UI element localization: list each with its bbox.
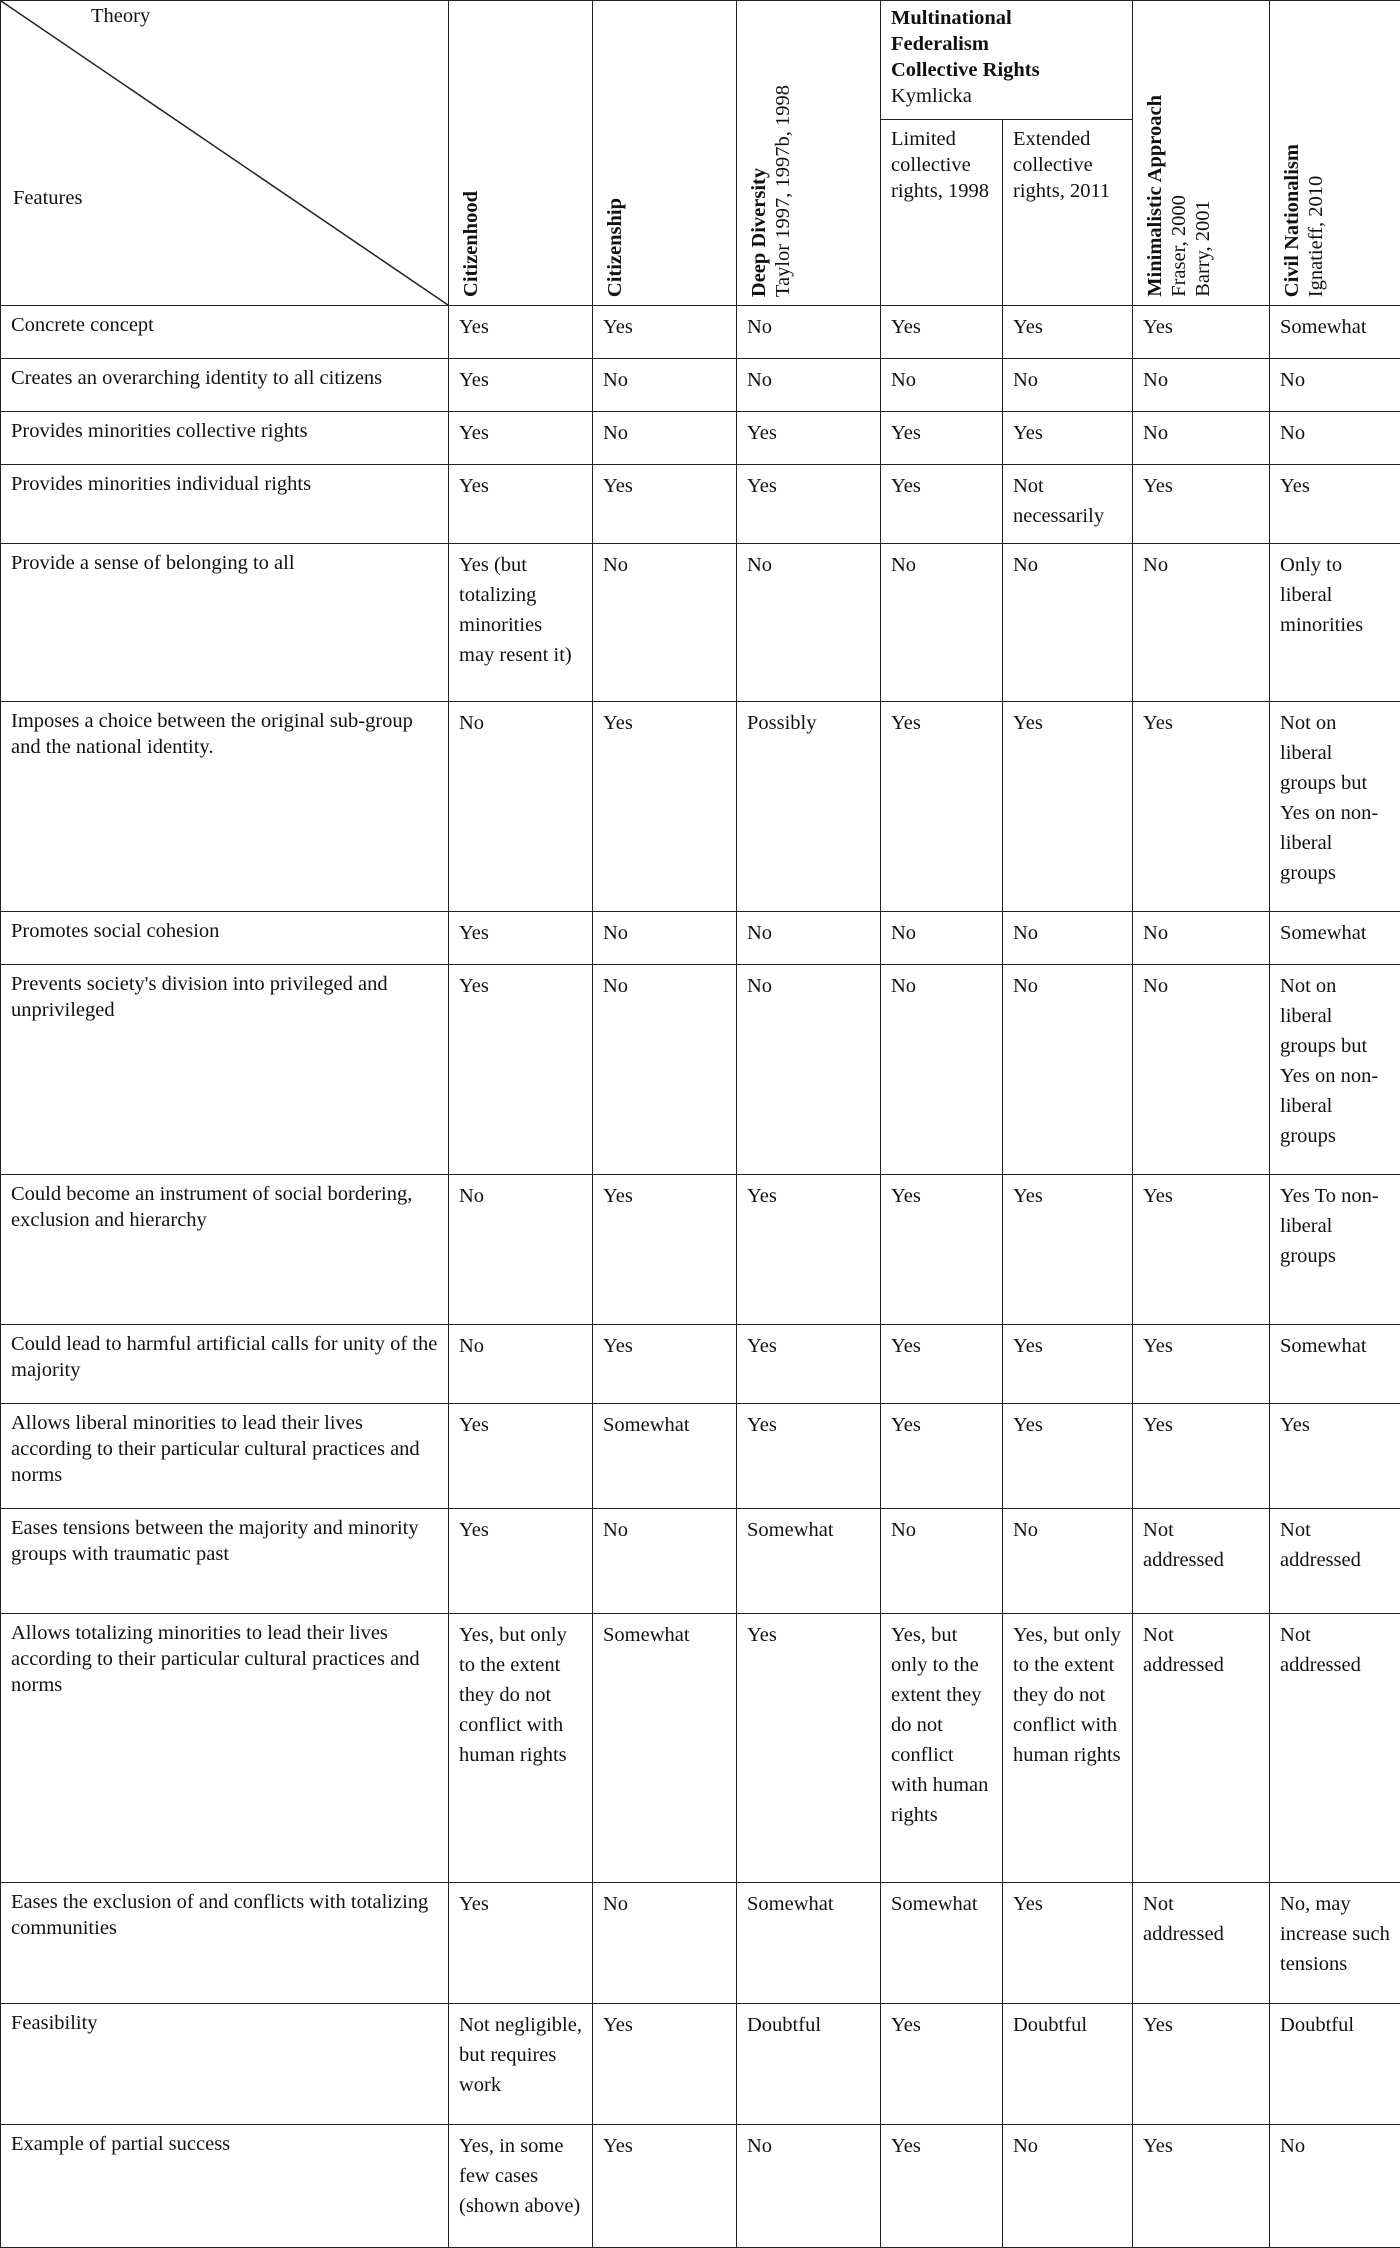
cell-limited-collective-rights: Yes: [881, 465, 1003, 544]
table-row: [1, 1404, 1400, 1509]
cell-deep-diversity: Doubtful: [737, 2004, 881, 2125]
cell-limited-collective-rights: Yes: [881, 1325, 1003, 1404]
table-row: [1, 306, 1400, 359]
cell-citizenship: Yes: [593, 2125, 737, 2248]
cell-minimalistic-approach: Yes: [1133, 1404, 1270, 1509]
cell-limited-collective-rights: No: [881, 359, 1003, 412]
cell-civil-nationalism: Not on liberal groups but Yes on non-liberal groups: [1270, 965, 1400, 1175]
cell-minimalistic-approach: Not addressed: [1133, 1509, 1270, 1614]
cell-civil-nationalism: Somewhat: [1270, 306, 1400, 359]
header-row-1: [1, 1, 1400, 120]
cell-civil-nationalism: Not addressed: [1270, 1614, 1400, 1883]
cell-minimalistic-approach: No: [1133, 412, 1270, 465]
row-feature-label: Prevents society's division into privileged and unprivileged: [1, 965, 449, 1175]
column-header-citizenship: [593, 1, 737, 306]
row-feature-label: Could lead to harmful artificial calls for unity of the majority: [1, 1325, 449, 1404]
cell-citizenship: No: [593, 544, 737, 702]
cell-civil-nationalism: Not on liberal groups but Yes on non-liberal groups: [1270, 702, 1400, 912]
cell-extended-collective-rights: Yes: [1003, 1325, 1133, 1404]
table-row: [1, 1325, 1400, 1404]
multinational-title-line2: Federalism: [891, 31, 1122, 57]
cell-limited-collective-rights: No: [881, 1509, 1003, 1614]
row-feature-label: Concrete concept: [1, 306, 449, 359]
cell-extended-collective-rights: No: [1003, 1509, 1133, 1614]
multinational-title-line1: Multinational: [891, 5, 1122, 31]
cell-minimalistic-approach: Yes: [1133, 306, 1270, 359]
cell-civil-nationalism: Doubtful: [1270, 2004, 1400, 2125]
cell-limited-collective-rights: No: [881, 544, 1003, 702]
table-row: [1, 2125, 1400, 2248]
cell-minimalistic-approach: No: [1133, 359, 1270, 412]
row-feature-label: Provide a sense of belonging to all: [1, 544, 449, 702]
deep-diversity-reference: Taylor 1997, 1997b, 1998: [772, 85, 794, 297]
table-row: [1, 702, 1400, 912]
cell-minimalistic-approach: Yes: [1133, 2004, 1270, 2125]
civil-nationalism-reference: Ignatieff, 2010: [1305, 176, 1327, 297]
cell-civil-nationalism: No, may increase such tensions: [1270, 1883, 1400, 2004]
cell-limited-collective-rights: Somewhat: [881, 1883, 1003, 2004]
cell-civil-nationalism: Yes To non-liberal groups: [1270, 1175, 1400, 1325]
civil-nationalism-title: Civil Nationalism: [1281, 144, 1303, 297]
row-feature-label: Example of partial success: [1, 2125, 449, 2248]
table-row: [1, 359, 1400, 412]
cell-deep-diversity: Yes: [737, 1325, 881, 1404]
cell-citizenship: Yes: [593, 306, 737, 359]
row-feature-label: Creates an overarching identity to all citizens: [1, 359, 449, 412]
cell-citizenship: Somewhat: [593, 1614, 737, 1883]
cell-citizenship: Yes: [593, 465, 737, 544]
multinational-author: Kymlicka: [891, 85, 972, 107]
cell-extended-collective-rights: No: [1003, 359, 1133, 412]
cell-deep-diversity: Yes: [737, 412, 881, 465]
cell-extended-collective-rights: Yes: [1003, 1404, 1133, 1509]
cell-extended-collective-rights: No: [1003, 912, 1133, 965]
cell-extended-collective-rights: No: [1003, 965, 1133, 1175]
cell-citizenship: No: [593, 359, 737, 412]
minimalistic-reference-1: Fraser, 2000: [1168, 195, 1190, 297]
cell-civil-nationalism: No: [1270, 412, 1400, 465]
row-feature-label: Eases tensions between the majority and minority groups with traumatic past: [1, 1509, 449, 1614]
cell-citizenship: Yes: [593, 1325, 737, 1404]
cell-citizenhood: Yes: [449, 306, 593, 359]
row-feature-label: Promotes social cohesion: [1, 912, 449, 965]
column-header-civil-nationalism: [1270, 1, 1400, 306]
row-feature-label: Provides minorities collective rights: [1, 412, 449, 465]
cell-limited-collective-rights: Yes: [881, 1175, 1003, 1325]
table-row: [1, 2004, 1400, 2125]
cell-citizenship: Yes: [593, 1175, 737, 1325]
cell-citizenhood: No: [449, 702, 593, 912]
cell-civil-nationalism: Only to liberal minorities: [1270, 544, 1400, 702]
cell-citizenhood: Yes: [449, 1404, 593, 1509]
cell-citizenhood: No: [449, 1325, 593, 1404]
cell-extended-collective-rights: Yes: [1003, 1175, 1133, 1325]
cell-extended-collective-rights: Not necessarily: [1003, 465, 1133, 544]
column-header-deep-diversity: [737, 1, 881, 306]
diagonal-divider: [1, 1, 448, 305]
cell-deep-diversity: Yes: [737, 465, 881, 544]
cell-citizenhood: Yes: [449, 359, 593, 412]
row-feature-label: Allows totalizing minorities to lead their lives according to their particular cultural practices and norms: [1, 1614, 449, 1883]
cell-minimalistic-approach: Yes: [1133, 465, 1270, 544]
cell-citizenship: Yes: [593, 2004, 737, 2125]
cell-limited-collective-rights: Yes: [881, 2004, 1003, 2125]
cell-extended-collective-rights: Doubtful: [1003, 2004, 1133, 2125]
cell-deep-diversity: No: [737, 544, 881, 702]
cell-minimalistic-approach: Yes: [1133, 702, 1270, 912]
cell-deep-diversity: No: [737, 306, 881, 359]
cell-civil-nationalism: Yes: [1270, 1404, 1400, 1509]
cell-limited-collective-rights: Yes: [881, 702, 1003, 912]
cell-deep-diversity: Somewhat: [737, 1883, 881, 2004]
row-feature-label: Feasibility: [1, 2004, 449, 2125]
theory-label: Theory: [91, 1, 150, 31]
row-feature-label: Could become an instrument of social bordering, exclusion and hierarchy: [1, 1175, 449, 1325]
row-feature-label: Allows liberal minorities to lead their lives according to their particular cultural practices and norms: [1, 1404, 449, 1509]
cell-citizenship: No: [593, 965, 737, 1175]
table-row: [1, 1175, 1400, 1325]
column-header-citizenhood: [449, 1, 593, 306]
cell-citizenship: No: [593, 912, 737, 965]
cell-civil-nationalism: No: [1270, 359, 1400, 412]
table-row: [1, 544, 1400, 702]
cell-citizenhood: No: [449, 1175, 593, 1325]
cell-limited-collective-rights: Yes: [881, 1404, 1003, 1509]
table-row: [1, 1883, 1400, 2004]
table-row: [1, 912, 1400, 965]
cell-deep-diversity: No: [737, 965, 881, 1175]
cell-minimalistic-approach: Not addressed: [1133, 1614, 1270, 1883]
cell-civil-nationalism: Yes: [1270, 465, 1400, 544]
column-header-extended-collective-rights: Extended collective rights, 2011: [1003, 120, 1133, 306]
cell-deep-diversity: No: [737, 2125, 881, 2248]
cell-limited-collective-rights: Yes: [881, 2125, 1003, 2248]
cell-citizenhood: Yes, but only to the extent they do not conflict with human rights: [449, 1614, 593, 1883]
cell-minimalistic-approach: No: [1133, 912, 1270, 965]
cell-limited-collective-rights: Yes: [881, 306, 1003, 359]
row-feature-label: Imposes a choice between the original sub-group and the national identity.: [1, 702, 449, 912]
multinational-title-line3: Collective Rights: [891, 57, 1122, 83]
cell-minimalistic-approach: Yes: [1133, 1325, 1270, 1404]
cell-extended-collective-rights: Yes: [1003, 412, 1133, 465]
cell-extended-collective-rights: Yes, but only to the extent they do not conflict with human rights: [1003, 1614, 1133, 1883]
deep-diversity-title: Deep Diversity: [748, 168, 770, 297]
column-header-limited-collective-rights: Limited collective rights, 1998: [881, 120, 1003, 306]
cell-deep-diversity: Yes: [737, 1614, 881, 1883]
cell-deep-diversity: Yes: [737, 1404, 881, 1509]
table-body: [1, 306, 1400, 2248]
cell-limited-collective-rights: Yes: [881, 412, 1003, 465]
corner-header-cell: [1, 1, 449, 306]
cell-deep-diversity: No: [737, 359, 881, 412]
cell-citizenship: Somewhat: [593, 1404, 737, 1509]
cell-minimalistic-approach: No: [1133, 544, 1270, 702]
cell-citizenhood: Yes, in some few cases (shown above): [449, 2125, 593, 2248]
citizenhood-title: Citizenhood: [460, 191, 482, 297]
table-row: [1, 1614, 1400, 1883]
table-row: [1, 965, 1400, 1175]
cell-limited-collective-rights: Yes, but only to the extent they do not conflict with human rights: [881, 1614, 1003, 1883]
cell-deep-diversity: Somewhat: [737, 1509, 881, 1614]
cell-citizenhood: Yes: [449, 1509, 593, 1614]
cell-citizenship: No: [593, 412, 737, 465]
cell-citizenhood: Yes: [449, 965, 593, 1175]
cell-civil-nationalism: Not addressed: [1270, 1509, 1400, 1614]
cell-minimalistic-approach: Yes: [1133, 1175, 1270, 1325]
cell-extended-collective-rights: Yes: [1003, 306, 1133, 359]
citizenship-title: Citizenship: [604, 198, 626, 297]
minimalistic-title: Minimalistic Approach: [1144, 95, 1166, 297]
cell-limited-collective-rights: No: [881, 912, 1003, 965]
table-row: [1, 1509, 1400, 1614]
cell-citizenhood: Yes: [449, 1883, 593, 2004]
cell-citizenship: Yes: [593, 702, 737, 912]
cell-extended-collective-rights: Yes: [1003, 1883, 1133, 2004]
cell-citizenship: No: [593, 1883, 737, 2004]
cell-minimalistic-approach: No: [1133, 965, 1270, 1175]
cell-citizenhood: Yes: [449, 912, 593, 965]
table-row: [1, 412, 1400, 465]
cell-extended-collective-rights: Yes: [1003, 702, 1133, 912]
cell-extended-collective-rights: No: [1003, 544, 1133, 702]
column-header-multinational-federalism: [881, 1, 1133, 120]
cell-extended-collective-rights: No: [1003, 2125, 1133, 2248]
features-label: Features: [13, 183, 82, 213]
cell-civil-nationalism: No: [1270, 2125, 1400, 2248]
cell-minimalistic-approach: Yes: [1133, 2125, 1270, 2248]
cell-minimalistic-approach: Not addressed: [1133, 1883, 1270, 2004]
cell-limited-collective-rights: No: [881, 965, 1003, 1175]
row-feature-label: Provides minorities individual rights: [1, 465, 449, 544]
cell-citizenhood: Not negligible, but requires work: [449, 2004, 593, 2125]
cell-citizenhood: Yes: [449, 412, 593, 465]
row-feature-label: Eases the exclusion of and conflicts with totalizing communities: [1, 1883, 449, 2004]
cell-citizenship: No: [593, 1509, 737, 1614]
cell-citizenhood: Yes (but totalizing minorities may resent it): [449, 544, 593, 702]
cell-deep-diversity: Possibly: [737, 702, 881, 912]
table-row: [1, 465, 1400, 544]
cell-deep-diversity: Yes: [737, 1175, 881, 1325]
cell-civil-nationalism: Somewhat: [1270, 1325, 1400, 1404]
cell-deep-diversity: No: [737, 912, 881, 965]
cell-citizenhood: Yes: [449, 465, 593, 544]
column-header-minimalistic-approach: [1133, 1, 1270, 306]
cell-civil-nationalism: Somewhat: [1270, 912, 1400, 965]
minimalistic-reference-2: Barry, 2001: [1192, 200, 1214, 297]
